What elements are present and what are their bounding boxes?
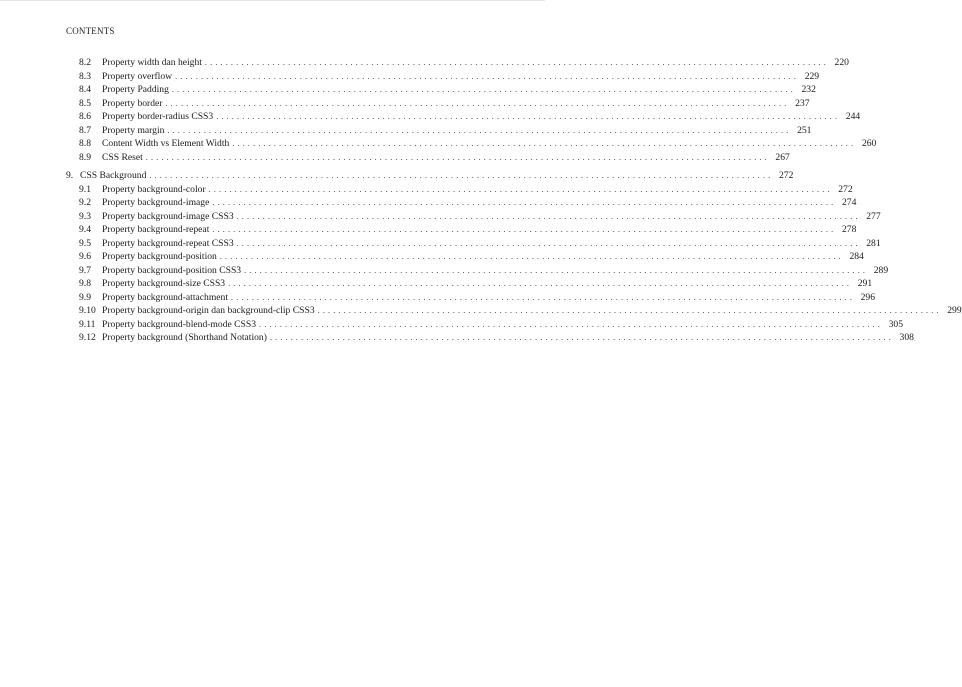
toc-entry-title: Property width dan height — [102, 57, 202, 68]
toc-entry-number: 9.12 — [79, 332, 96, 343]
toc-entry-number: 9.2 — [79, 197, 91, 208]
dot-leader: ........................................................................................................................ — [244, 265, 869, 275]
dot-leader: ........................................................................................................................ — [236, 211, 861, 221]
dot-leader: ........................................................................................................................ — [236, 238, 861, 248]
toc-entry-page: 299 — [947, 305, 962, 316]
toc-entry-page: 278 — [841, 224, 857, 235]
toc-entry-title: Property background-image CSS3 — [102, 210, 234, 222]
toc-entry[interactable] — [66, 97, 810, 111]
toc-entry-title: Property background-position — [102, 251, 217, 262]
toc-chapter-page: 272 — [778, 170, 794, 181]
toc-entry[interactable] — [66, 183, 853, 197]
dot-leader: ........................................................................................................................ — [175, 71, 800, 81]
toc-entry[interactable] — [66, 291, 876, 305]
toc-entry[interactable] — [66, 83, 816, 97]
toc-entry-number: 9.7 — [79, 264, 91, 276]
toc-entry-number: 8.7 — [79, 124, 91, 136]
toc-entry-title: Property overflow — [102, 70, 173, 82]
toc-entry[interactable] — [66, 151, 790, 165]
toc-entry[interactable] — [66, 277, 873, 291]
toc-entry-page: 281 — [866, 237, 881, 249]
toc-entry[interactable] — [66, 70, 820, 84]
toc-entry-number: 8.4 — [79, 84, 91, 95]
toc-chapter-number: 9. — [66, 170, 74, 181]
toc-entry-page: 220 — [834, 57, 849, 68]
toc-entry-number: 9.8 — [79, 278, 91, 289]
dot-leader: ........................................................................................................................ — [269, 333, 894, 342]
toc-entry-number: 9.1 — [79, 183, 91, 195]
toc-chapter-entry[interactable] — [66, 169, 794, 183]
dot-leader: ........................................................................................................................ — [212, 198, 837, 207]
toc-entry-number: 8.6 — [79, 111, 91, 122]
toc-entry-number: 8.9 — [79, 151, 91, 163]
toc-entry-number: 9.6 — [79, 251, 91, 262]
dot-leader: ........................................................................................................................ — [212, 225, 837, 234]
toc-entry-title: Property border-radius CSS3 — [102, 111, 214, 122]
toc-entry-title: Property border — [102, 97, 163, 109]
dot-leader: ........................................................................................................................ — [204, 58, 829, 67]
toc-chapter-title: CSS Background — [80, 170, 147, 181]
toc-entry-page: 267 — [775, 151, 790, 163]
toc-entry-title: Property background-color — [102, 183, 206, 195]
dot-leader: ........................................................................................................................ — [171, 85, 796, 94]
toc-entry[interactable] — [66, 124, 812, 138]
toc-entry-title: Property Padding — [102, 84, 169, 95]
toc-entry-title: Property margin — [102, 124, 165, 136]
toc-entry-page: 251 — [797, 124, 812, 136]
dot-leader: ........................................................................................................................ — [219, 252, 844, 261]
dot-leader: ........................................................................................................................ — [167, 125, 792, 135]
toc-entry-page: 232 — [801, 84, 816, 95]
toc-entry[interactable] — [66, 56, 849, 70]
toc-entry-page: 289 — [873, 264, 889, 276]
dot-leader: ........................................................................................................................ — [165, 98, 790, 108]
toc-entry-title: Property background-blend-mode CSS3 — [102, 318, 257, 330]
toc-entry-title: Property background-position CSS3 — [102, 264, 242, 276]
toc-section-8 — [66, 56, 877, 164]
table-of-contents — [66, 56, 962, 345]
toc-entry-number: 8.8 — [79, 138, 91, 149]
dot-leader: ........................................................................................................................ — [232, 139, 857, 148]
dot-leader: ........................................................................................................................ — [208, 184, 833, 194]
toc-entry-page: 260 — [861, 138, 877, 149]
toc-entry[interactable] — [66, 110, 861, 124]
toc-entry-page: 272 — [838, 183, 853, 195]
toc-entry-page: 237 — [795, 97, 810, 109]
toc-entry-number: 8.3 — [79, 70, 91, 82]
toc-entry-number: 8.2 — [79, 57, 91, 68]
dot-leader: ........................................................................................................................ — [145, 152, 770, 162]
dot-leader: ........................................................................................................................ — [317, 306, 942, 315]
toc-entry-page: 291 — [857, 278, 873, 289]
toc-entry[interactable] — [66, 237, 881, 251]
toc-entry-title: Property background-repeat CSS3 — [102, 237, 234, 249]
toc-entry-page: 229 — [804, 70, 820, 82]
toc-entry[interactable] — [66, 196, 857, 210]
toc-entry[interactable] — [66, 137, 877, 151]
toc-entry-page: 308 — [899, 332, 914, 343]
toc-entry-title: Property background-image — [102, 197, 210, 208]
toc-entry-title: Property background (Shorthand Notation) — [102, 332, 267, 343]
toc-entry-number: 9.3 — [79, 210, 91, 222]
toc-entry-page: 277 — [866, 210, 881, 222]
dot-leader: ........................................................................................................................ — [231, 292, 856, 302]
toc-entry-title: Property background-size CSS3 — [102, 278, 226, 289]
dot-leader: ........................................................................................................................ — [259, 319, 884, 329]
toc-entry-number: 9.4 — [79, 224, 91, 235]
toc-entry-page: 305 — [888, 318, 904, 330]
toc-entry[interactable] — [66, 304, 962, 318]
toc-entry[interactable] — [66, 331, 914, 345]
toc-entry-title: Property background-repeat — [102, 224, 210, 235]
toc-entry[interactable] — [66, 210, 881, 224]
toc-entry[interactable] — [66, 250, 864, 264]
toc-entry-number: 9.10 — [79, 305, 96, 316]
toc-entry-title: Property background-origin dan background-clip CSS3 — [102, 305, 315, 316]
dot-leader: ........................................................................................................................ — [216, 112, 841, 121]
running-head: CONTENTS — [66, 26, 115, 36]
toc-entry-number: 9.5 — [79, 237, 91, 249]
toc-entry-page: 284 — [849, 251, 864, 262]
toc-entry[interactable] — [66, 264, 889, 278]
toc-entry-page: 274 — [841, 197, 857, 208]
toc-entry-number: 8.5 — [79, 97, 91, 109]
toc-entry-title: Property background-attachment — [102, 291, 229, 303]
toc-chapter-9 — [66, 169, 962, 345]
toc-entry-number: 9.9 — [79, 291, 91, 303]
dot-leader: ........................................................................................................................ — [228, 279, 853, 288]
dot-leader: ........................................................................................................................ — [149, 171, 774, 180]
toc-entry-title: Content Width vs Element Width — [102, 138, 230, 149]
toc-entry-page: 244 — [845, 111, 861, 122]
toc-entry[interactable] — [66, 318, 904, 332]
toc-entry-number: 9.11 — [79, 318, 96, 330]
toc-entry-title: CSS Reset — [102, 151, 143, 163]
toc-entry[interactable] — [66, 223, 857, 237]
toc-entry-page: 296 — [860, 291, 876, 303]
